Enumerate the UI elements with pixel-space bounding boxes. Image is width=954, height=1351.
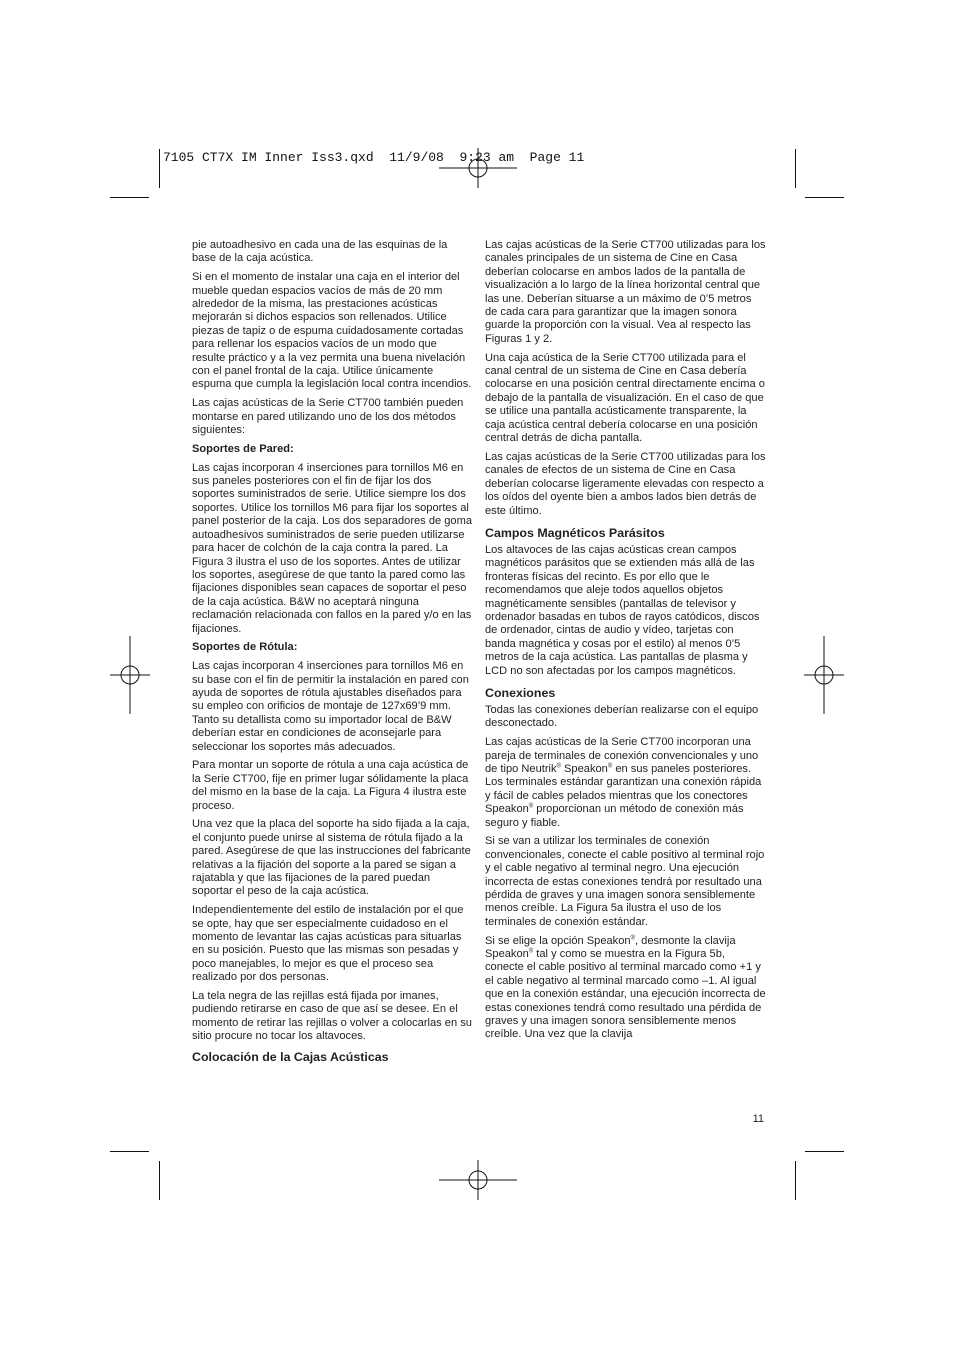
paragraph (485, 935, 766, 1042)
subheading-soportes-rotula: Soportes de Rótula: (192, 641, 298, 654)
paragraph: Una caja acústica de la Serie CT700 utilizada para el canal central de un sistema de Cine en Casa debería colocarse en una posición central directamente encima o debajo de la pantalla de visualización. En el caso de que se utilice una pantalla acústicamente transparente, la caja acústica central debería colocarse en una posición central detrás de dicha pantalla. (485, 351, 765, 445)
text-run: , desmonte la clavija Speakon (485, 934, 736, 961)
crop-mark-bottom-left-v (159, 1161, 160, 1200)
text-run: en sus paneles posteriores. Los terminales estándar garantizan una conexión rápida y fácil de cables pelados mientras que los conectores Speakon (485, 762, 762, 816)
paragraph: Las cajas acústicas de la Serie CT700 utilizadas para los canales de efectos de un sistema de Cine en Casa deberían colocarse ligeramente elevadas con respecto a los oídos del oyente bien a ambos lados bien detrás de este último. (485, 450, 766, 517)
paragraph: Una vez que la placa del soporte ha sido fijada a la caja, el conjunto puede unirse al sistema de rótula fijado a la pared. Asegúrese de que las instrucciones del fabricante relativas a la fijación del soporte a la pared se sigan a rajatabla y que las fijaciones de la pared puedan soportar el peso de la caja acústica. (192, 818, 471, 898)
paragraph: Si en el momento de instalar una caja en el interior del mueble quedan espacios vacíos de más de 20 mm alrededor de la misma, las prestaciones acústicas mejorarán si dichos espacios son rellenados. Utilice piezas de tapiz o de espuma cuidadosamente cortadas para rellenar los espacios vacíos de un modo que resulte práctico y a la vez permita una buena nivelación con el panel frontal de la caja. Utilice únicamente espuma que cumpla la legislación local contra incendios. (192, 271, 472, 391)
registration-mark-left-icon (110, 636, 150, 714)
left-column (192, 239, 473, 1068)
registration-mark-right-icon (804, 636, 844, 714)
crop-mark-bottom-right-v (795, 1161, 796, 1200)
paragraph: Si se van a utilizar los terminales de conexión convencionales, conecte el cable positivo al terminal rojo y el cable negativo al terminal negro. Una ejecución incorrecta de estas conexiones tendrá por resultado una pérdida de graves y una imagen sonora sensiblemente menos creíble. La Figura 5a ilustra el uso de los terminales de conexión estándar. (485, 835, 765, 928)
crop-mark-top-right-h (805, 197, 844, 198)
paragraph: Las cajas acústicas de la Serie CT700 utilizadas para los canales principales de un sistema de Cine en Casa deberían colocarse en ambos lados de la pantalla de visualización a lo largo de la línea horizontal central que las une. Deberían situarse a un máximo de 0’5 metros de cada cara para garantizar que la imagen sonora guarde la proporción con la visual. Vea al respecto las Figuras 1 y 2. (485, 239, 766, 345)
paragraph: Todas las conexiones deberían realizarse con el equipo desconectado. (485, 703, 759, 730)
page-number: 11 (752, 1113, 764, 1125)
paragraph (485, 736, 766, 830)
right-column (485, 239, 766, 1047)
text-run: Si se elige la opción Speakon (485, 934, 631, 947)
paragraph: Las cajas incorporan 4 inserciones para tornillos M6 en sus paneles posteriores con el fin de fijar los dos soportes suministrados de serie. Utilice siempre los dos soportes. Utilice los tornillos M6 para fijar los soportes al panel posterior de la caja. Los dos separadores de goma autoadhesivos suministrados de serie pueden utilizarse para hacer de colchón de la caja contra la pared. La Figura 3 ilustra el uso de los soportes. Antes de utilizar los soportes, asegúrese de que tanto la pared como las fijaciones disponibles sean capaces de soportar el peso de la caja acústica. B&W no aceptará ninguna reclamación relacionada con fallos en la pared y/o en las fijaciones. (192, 461, 472, 635)
registered-mark: ® (528, 803, 534, 810)
crop-mark-top-left-h (110, 197, 149, 198)
paragraph: Para montar un soporte de rótula a una caja acústica de la Serie CT700, fije en primer lugar sólidamente la placa del mismo en la base de la caja. La Figura 4 ilustra este proceso. (192, 759, 469, 812)
text-run: tal y como se muestra en la Figura 5b, conecte el cable positivo al terminal marcado como +1 y el cable negativo al terminal marcado como –1. Al igual que en la conexión estándar, una ejecución incorrecta de estas conexiones tendrá como resultado una pérdida de graves y una imagen sonora sensiblemente menos creíble. Una vez que la clavija (485, 948, 766, 1041)
paragraph: pie autoadhesivo en cada una de las esquinas de la base de la caja acústica. (192, 239, 448, 265)
crop-mark-bottom-right-h (805, 1151, 844, 1152)
registration-mark-top-icon (439, 148, 517, 188)
paragraph: Las cajas acústicas de la Serie CT700 también pueden montarse en pared utilizando uno de los dos métodos siguientes: (192, 397, 464, 437)
file-slug: 7105 CT7X IM Inner Iss3.qxd 11/9/08 9:23 am Page 11 (163, 150, 585, 165)
paragraph: Independientemente del estilo de instalación por el que se opte, hay que ser especialmente cuidadoso en el momento de levantar las cajas acústicas para situarlas en su posición. Puesto que las mismas son pesadas y poco manejables, lo mejor es que el proceso sea realizado por dos personas. (192, 904, 464, 984)
heading-colocacion: Colocación de la Cajas Acústicas (192, 1049, 389, 1064)
paragraph: Los altavoces de las cajas acústicas crean campos magnéticos parásitos que se extienden más allá de las fronteras físicas del recinto. Es por ello que le recomendamos que aleje todos aquellos objetos magnéticamente sensibles (pantallas de televisor y ordenador basadas en tubos de rayos catódicos, discos de ordenador, cintas de audio y vídeo, tarjetas con banda magnética y cosas por el estilo) al menos 0’5 metros de la caja acústica. Las pantallas de plasma y LCD no son afectadas por los campos magnéticos. (485, 543, 760, 677)
registered-mark: ® (528, 948, 534, 955)
text-run: Speakon (560, 762, 608, 775)
heading-conexiones: Conexiones (485, 685, 556, 700)
crop-mark-bottom-left-h (110, 1151, 149, 1152)
registration-mark-bottom-icon (439, 1160, 517, 1200)
paragraph: Las cajas incorporan 4 inserciones para tornillos M6 en su base con el fin de permitir la instalación en pared con ayuda de soportes de rótula ajustables diseñados para su empleo con orificios de montaje de 127x69’9 mm. Tanto su detallista como su importador local de B&W deberían estar en condiciones de aconsejarle para seleccionar los soportes más adecuados. (192, 660, 469, 753)
registered-mark: ® (630, 934, 635, 941)
subheading-soportes-pared: Soportes de Pared: (192, 442, 294, 455)
registered-mark: ® (607, 763, 613, 770)
paragraph: La tela negra de las rejillas está fijada por imanes, pudiendo retirarse en caso de que así se desee. En el momento de retirar las rejillas o volver a colocarlas en su sitio procure no tocar los altavoces. (192, 990, 472, 1043)
heading-campos-magneticos: Campos Magnéticos Parásitos (485, 525, 665, 540)
text-run: Las cajas acústicas de la Serie CT700 incorporan una pareja de terminales de conexión convencionales y uno de tipo Neutrik (485, 736, 759, 775)
text-run: proporcionan un método de conexión más seguro y fiable. (485, 803, 744, 829)
registered-mark: ® (556, 763, 561, 770)
crop-mark-top-right-v (795, 149, 796, 188)
crop-mark-top-left-v (159, 149, 160, 188)
